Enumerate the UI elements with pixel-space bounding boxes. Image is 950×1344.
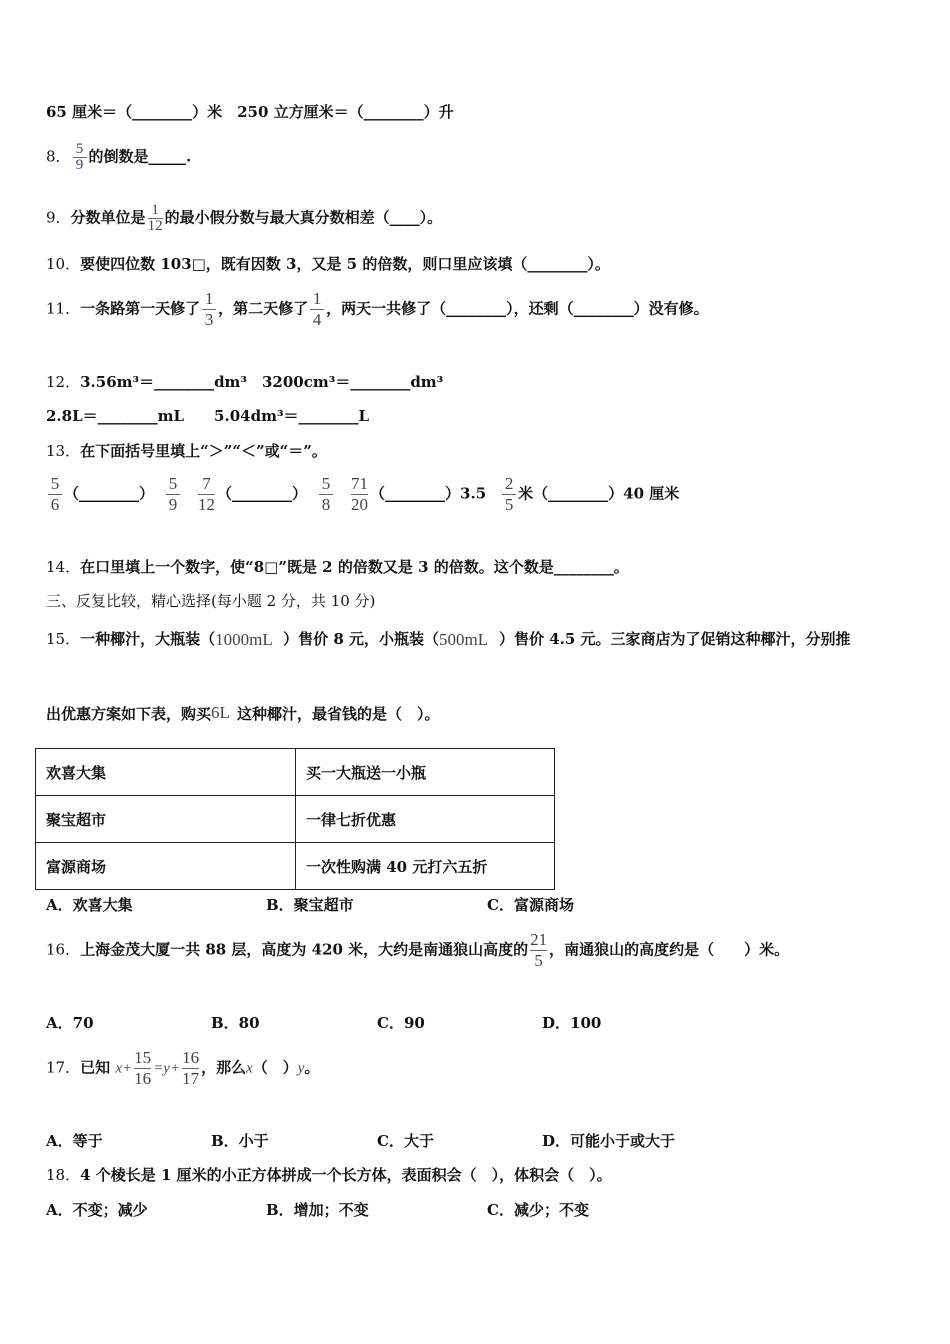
question-15: 15．一种椰汁，大瓶装（ 1000mL ）售价 8 元，小瓶装（ 500mL ）售价 4.5 元。三家商店为了促销这种椰汁，分别推 <box>46 630 851 649</box>
fraction-1-12: $\frac{1}{12}$ <box>147 202 163 234</box>
q15-option-a[interactable]: A．欢喜大集 <box>46 896 133 914</box>
q17-option-b[interactable]: B．小于 <box>211 1132 269 1150</box>
q16-option-d[interactable]: D．100 <box>542 1014 602 1032</box>
question-13-comparisons: $\frac{5}{6}$ （________） $\frac{5}{9}$ $\frac{7}{12}$ （________） $\frac{5}{8}$ $\frac{71}{20}$ （________）3.5 $\frac{2}{5}$ 米（________）40 厘米 <box>46 474 679 515</box>
question-17: 17．已知 x+ $\frac{15}{16}$ =y+ $\frac{16}{17}$ ，那么x（ ）y。 <box>46 1048 320 1088</box>
q15-option-b[interactable]: B．聚宝超市 <box>266 896 354 914</box>
line-unit-conversion: 65 厘米＝（________）米 250 立方厘米＝（________）升 <box>46 103 454 121</box>
question-15-cont: 出优惠方案如下表，购买 6L 这种椰汁，最省钱的是（ ）。 <box>46 703 440 723</box>
question-13: 13．在下面括号里填上“＞”“＜”或“＝”。 <box>46 442 327 460</box>
table-row: 欢喜大集 买一大瓶送一小瓶 <box>36 749 555 796</box>
question-9: 9．分数单位是 $\frac{1}{12}$ 的最小假分数与最大真分数相差（____）。 <box>46 202 443 234</box>
question-12b: 2.8L＝________mL 5.04dm³＝________L <box>46 407 370 425</box>
fraction-21-5: $\frac{21}{5}$ <box>530 930 548 970</box>
question-18: 18．4 个棱长是 1 厘米的小正方体拼成一个长方体，表面积会（ ），体积会（ ）。 <box>46 1166 612 1184</box>
q15-option-c[interactable]: C．富源商场 <box>487 896 574 914</box>
fraction-2-5: $\frac{2}{5}$ <box>502 474 516 515</box>
fraction-71-20: $\frac{71}{20}$ <box>351 474 369 514</box>
fraction-5-9b: $\frac{5}{9}$ <box>166 474 180 515</box>
fraction-16-17: $\frac{16}{17}$ <box>182 1048 200 1088</box>
q16-option-a[interactable]: A．70 <box>46 1014 94 1032</box>
q16-option-b[interactable]: B．80 <box>211 1014 260 1032</box>
q18-option-c[interactable]: C．减少；不变 <box>487 1201 589 1219</box>
question-10: 10．要使四位数 103□，既有因数 3，又是 5 的倍数，则口里应该填（________）。 <box>46 255 610 273</box>
question-8: 8． $\frac{5}{9}$ 的倒数是_____. <box>46 141 192 173</box>
question-16: 16．上海金茂大厦一共 88 层，高度为 420 米，大约是南通狼山高度的 $\frac{21}{5}$ ，南通狼山的高度约是（ ）米。 <box>46 930 790 970</box>
q17-option-d[interactable]: D．可能小于或大于 <box>542 1132 676 1150</box>
q17-option-a[interactable]: A．等于 <box>46 1132 103 1150</box>
table-row: 富源商场 一次性购满 40 元打六五折 <box>36 843 555 890</box>
fraction-5-9: $\frac{5}{9}$ <box>73 142 87 173</box>
q16-option-c[interactable]: C．90 <box>377 1014 425 1032</box>
fraction-5-8: $\frac{5}{8}$ <box>319 474 333 515</box>
question-14: 14．在口里填上一个数字，使“8□”既是 2 的倍数又是 3 的倍数。这个数是________。 <box>46 558 629 576</box>
fraction-5-6: $\frac{5}{6}$ <box>48 474 62 515</box>
table-row: 聚宝超市 一律七折优惠 <box>36 796 555 843</box>
q18-option-a[interactable]: A．不变；减少 <box>46 1201 148 1219</box>
fraction-1-4: $\frac{1}{4}$ <box>310 289 324 330</box>
fraction-15-16: $\frac{15}{16}$ <box>134 1048 152 1088</box>
q17-option-c[interactable]: C．大于 <box>377 1132 434 1150</box>
promotion-table <box>35 748 555 890</box>
question-11: 11．一条路第一天修了 $\frac{1}{3}$ ，第二天修了 $\frac{1}{4}$ ，两天一共修了（________），还剩（________）没有修。 <box>46 289 709 329</box>
question-12a: 12．3.56m³＝________dm³ 3200cm³＝________dm³ <box>46 373 444 391</box>
q18-option-b[interactable]: B．增加；不变 <box>266 1201 369 1219</box>
section-3-heading: 三、反复比较，精心选择(每小题 2 分，共 10 分) <box>46 592 376 610</box>
fraction-1-3: $\frac{1}{3}$ <box>202 289 216 330</box>
fraction-7-12: $\frac{7}{12}$ <box>198 474 216 514</box>
